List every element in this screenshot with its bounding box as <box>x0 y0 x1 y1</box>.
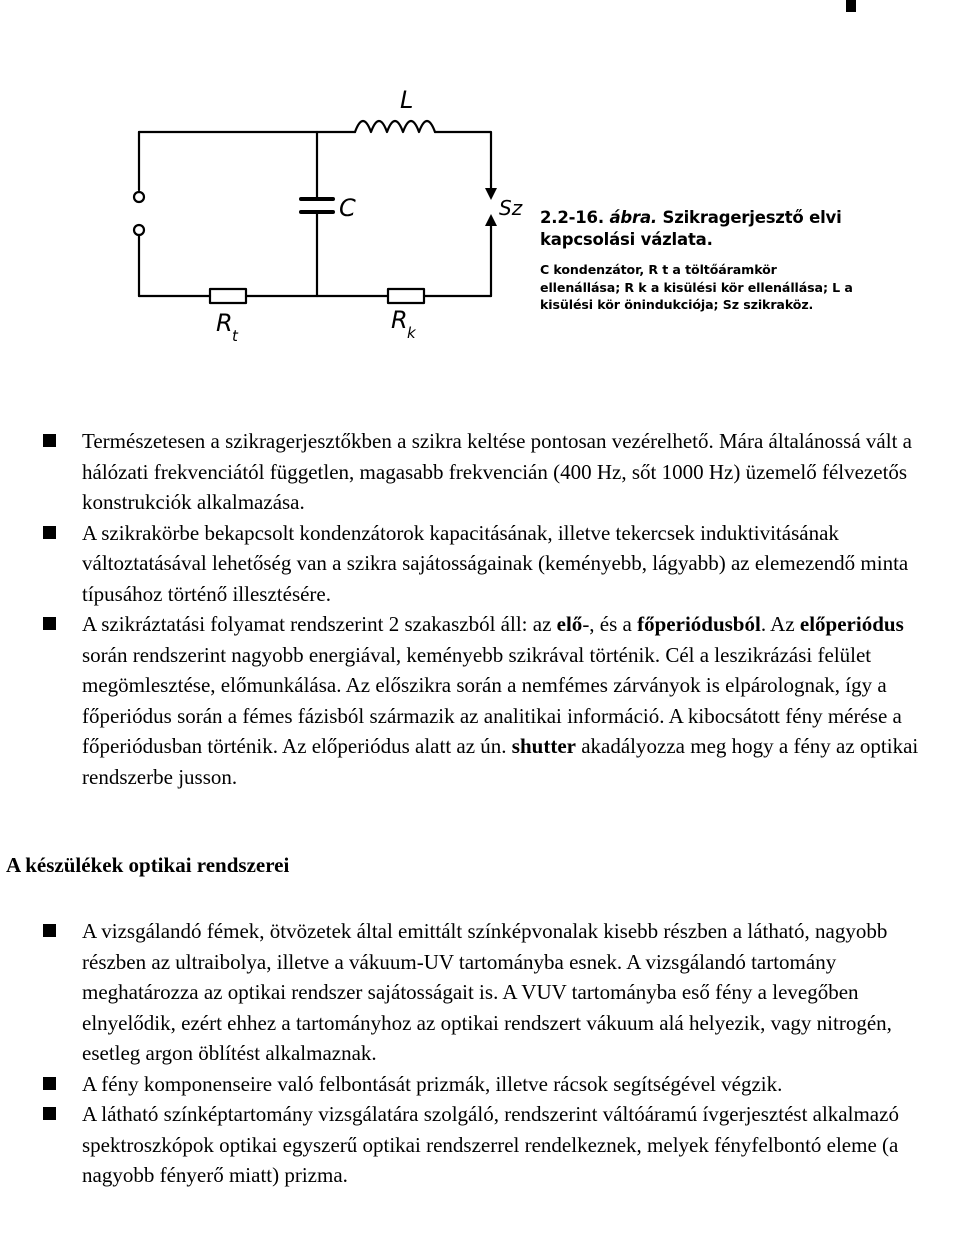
text-run: A vizsgálandó fémek, ötvözetek által emittált színképvonalak kisebb részben a látható, nagyobb részben az ultraibolya, illetve a vákuum-UV tartományba esnek. A vizsgálandó tartomány meghatározza az optikai rendszer sajátosságait is. A VUV tartományba eső fény a levegőben elnyelődik, ezért ehhez a tartományhoz az optikai rendszert vákuum alá helyezik, vagy nitrogén, esetleg argon öblítést alkalmaznak. <box>82 919 892 1065</box>
label-Sz: Sz <box>499 196 523 220</box>
bullet-list-1 <box>0 426 960 792</box>
square-bullet-icon <box>43 1077 56 1090</box>
list-item <box>0 916 960 1069</box>
bold-term: elő <box>556 612 583 636</box>
label-Rt-sub: t <box>232 327 238 345</box>
top-right-wire <box>435 132 491 180</box>
text-run: . Az <box>760 612 800 636</box>
figure-caption <box>540 207 860 314</box>
bold-term: főperiódusból <box>637 612 761 636</box>
text-run: -, és a <box>582 612 638 636</box>
spark-generator-schematic <box>108 0 856 398</box>
text-run: A szikrakörbe bekapcsolt kondenzátorok kapacitásának, illetve tekercsek induktivitásának változtatásával lehetőség van a szikra sajátosságainak (keményebb, lágyabb) az elemezendő minta típusához történő illesztésére. <box>82 520 909 606</box>
terminal-upper <box>134 192 144 202</box>
caption-title-text: Szikragerjesztő elvi kapcsolási vázlata. <box>540 208 842 249</box>
scan-corner-mark <box>846 0 856 12</box>
paragraph <box>82 426 940 518</box>
square-bullet-icon <box>43 434 56 447</box>
list-item <box>0 426 960 518</box>
label-L: L <box>400 86 414 114</box>
caption-title <box>540 207 860 251</box>
text-run: A fény komponenseire való felbontását prizmák, illetve rácsok segítségével végzik. <box>82 1071 783 1096</box>
inductor-coil <box>355 121 435 132</box>
paragraph <box>82 518 940 610</box>
square-bullet-icon <box>43 924 56 937</box>
resistor-rk <box>388 289 424 303</box>
label-Rk-sub: k <box>407 324 416 342</box>
list-item <box>0 609 960 792</box>
square-bullet-icon <box>43 1107 56 1120</box>
bold-term: shutter <box>511 734 576 758</box>
text-run: során rendszerint nagyobb energiával, keményebb szikrával történik. Cél a leszikrázási felület megömlesztése, előmunkálása. Az előszikra során a nemfémes zárványok is elpárolognak, így a főperiódus során a fémes fázisból származik az analitikai információ. A kibocsátott fény mérése a főperiódusban történik. Az előperiódus alatt az ún. <box>82 642 902 758</box>
caption-body: C kondenzátor, R t a töltőáramkör ellenállása; R k a kisülési kör ellenállása; L a kisülési kör önindukciója; Sz szikraköz. <box>540 262 853 312</box>
label-Rk: R <box>391 306 408 334</box>
list-item <box>0 518 960 610</box>
terminal-lower <box>134 225 144 235</box>
section-heading: A készülékek optikai rendszerei <box>6 853 290 877</box>
square-bullet-icon <box>43 617 56 630</box>
label-C: C <box>339 194 356 222</box>
list-item <box>0 1069 960 1100</box>
caption-abra: ábra. <box>609 208 657 227</box>
spark-gap-arrow-down <box>485 188 497 200</box>
text-run: A szikráztatási folyamat rendszerint 2 szakaszból áll: az <box>82 612 557 636</box>
caption-number: 2.2-16. <box>540 208 604 227</box>
paragraph <box>82 916 940 1069</box>
resistor-rt <box>210 289 246 303</box>
text-run: A látható színképtartomány vizsgálatára szolgáló, rendszerint váltóáramú ívgerjesztést alkalmazó spektroszkópok optikai egyszerű optikai rendszerrel rendelkeznek, melyek fényfelbontó eleme (a nagyobb fényerő miatt) prizma. <box>82 1102 899 1187</box>
list-item <box>0 1099 960 1191</box>
paragraph <box>82 1099 940 1191</box>
paragraph <box>82 609 940 792</box>
bullet-list-2 <box>0 916 960 1191</box>
label-Rt: R <box>216 309 233 337</box>
bold-term: előperiódus <box>799 612 904 636</box>
text-run: akadályozza meg hogy a fény az optikai rendszerbe jusson. <box>82 734 919 789</box>
text-run: Természetesen a szikragerjesztőkben a szikra keltése pontosan vezérelhető. Mára általánossá vált a hálózati frekvenciától független, magasabb frekvencián (400 Hz, sőt 1000 Hz) üzemelő félvezetős konstrukciók alkalmazása. <box>82 429 912 514</box>
square-bullet-icon <box>43 526 56 539</box>
paragraph <box>82 1069 940 1100</box>
circuit-figure <box>108 0 856 398</box>
